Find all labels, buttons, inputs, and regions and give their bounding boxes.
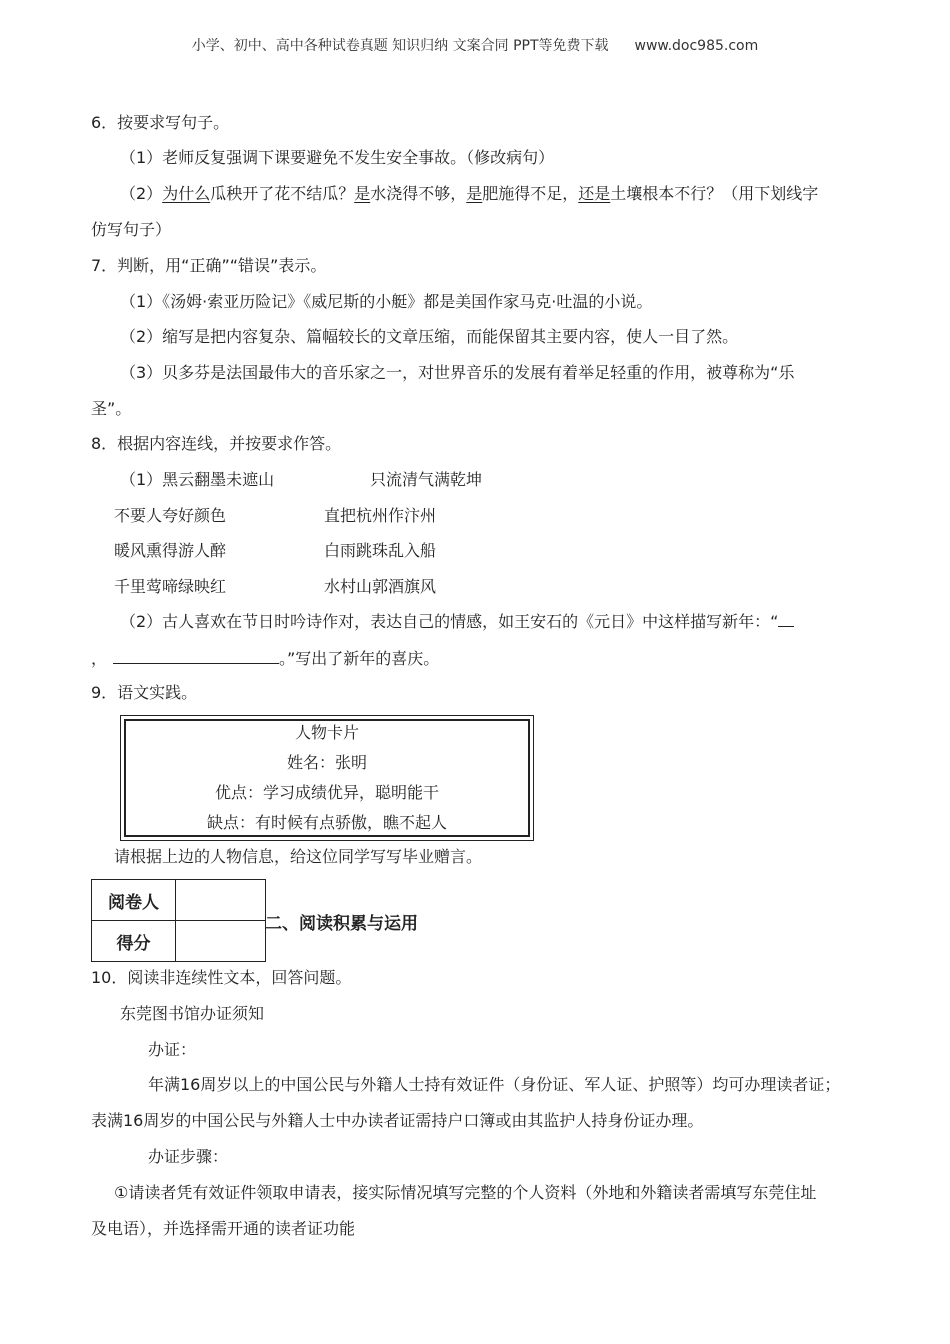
q7-part2: （2）缩写是把内容复杂、篇幅较长的文章压缩，而能保留其主要内容，使人一目了然。 xyxy=(120,327,739,346)
q7-part1: （1）《汤姆·索亚历险记》《威尼斯的小艇》都是美国作家马克·吐温的小说。 xyxy=(120,292,653,311)
notice-step1: ①请读者凭有效证件领取申请表，接实际情况填写完整的个人资料（外地和外籍读者需填写东莞住址 xyxy=(114,1183,817,1202)
notice-title: 东莞图书馆办证须知 xyxy=(120,1004,265,1023)
q8-left-3: 暖风熏得游人醉 xyxy=(114,541,227,560)
card-weakness: 缺点：有时候有点骄傲，瞧不起人 xyxy=(206,813,447,832)
q8-part2-cont: ， 。”写出了新年的喜庆。 xyxy=(91,649,440,668)
header-site: www.doc985.com xyxy=(634,38,759,54)
answer-blank-1[interactable] xyxy=(778,612,794,627)
q6-part2-cont: 仿写句子） xyxy=(91,220,172,239)
reviewer-cell[interactable] xyxy=(176,880,266,921)
person-card-inner xyxy=(124,719,530,837)
page-header xyxy=(0,35,950,55)
q6-title: 6．按要求写句子。 xyxy=(91,113,230,132)
reviewer-label: 阅卷人 xyxy=(92,880,176,921)
q9-title: 9．语文实践。 xyxy=(91,683,198,702)
score-cell[interactable] xyxy=(176,921,266,962)
q8-right-1: 只流清气满乾坤 xyxy=(370,470,483,489)
q8-left-1: （1）黑云翻墨未遮山 xyxy=(120,470,275,489)
q10-title: 10．阅读非连续性文本，回答问题。 xyxy=(91,968,352,987)
card-name: 姓名：张明 xyxy=(286,753,367,772)
q8-title: 8．根据内容连线，并按要求作答。 xyxy=(91,434,342,453)
answer-blank-2[interactable] xyxy=(113,649,279,664)
q6-part1: （1）老师反复强调下课要避免不发生安全事故。（修改病句） xyxy=(120,148,555,167)
person-card xyxy=(120,715,534,841)
q8-left-4: 千里莺啼绿映红 xyxy=(114,577,227,596)
score-table xyxy=(91,879,266,962)
q8-part2: （2）古人喜欢在节日时吟诗作对，表达自己的情感，如王安石的《元日》中这样描写新年：“ xyxy=(120,612,794,632)
q9-prompt: 请根据上边的人物信息，给这位同学写写毕业赠言。 xyxy=(114,847,483,866)
q6-part2: （2）为什么瓜秧开了花不结瓜？是水浇得不够，是肥施得不足，还是土壤根本不行？（用下划线字 xyxy=(120,184,819,203)
q7-title: 7．判断，用“正确”“错误”表示。 xyxy=(91,256,327,275)
notice-heading-apply: 办证： xyxy=(148,1040,197,1059)
q7-part3: （3）贝多芬是法国最伟大的音乐家之一，对世界音乐的发展有着举足轻重的作用，被尊称为“乐 xyxy=(120,363,795,382)
q8-right-3: 白雨跳珠乱入船 xyxy=(324,541,437,560)
notice-step1-cont: 及电语），并选择需开通的读者证功能 xyxy=(91,1219,356,1238)
card-title: 人物卡片 xyxy=(294,723,359,742)
notice-para1: 年满16周岁以上的中国公民与外籍人士持有效证件（身份证、军人证、护照等）均可办理读者证； xyxy=(148,1075,841,1094)
q8-right-4: 水村山郭酒旗风 xyxy=(324,577,437,596)
section-title: 二、阅读积累与运用 xyxy=(265,914,418,934)
score-label: 得分 xyxy=(92,921,176,962)
q8-left-2: 不要人夸好颜色 xyxy=(114,506,227,525)
card-strength: 优点：学习成绩优异，聪明能干 xyxy=(214,783,439,802)
q8-right-2: 直把杭州作汴州 xyxy=(324,506,437,525)
notice-para1-cont: 表满16周岁的中国公民与外籍人士中办读者证需持户口簿或由其监护人持身份证办理。 xyxy=(91,1111,704,1130)
header-text: 小学、初中、高中各种试卷真题 知识归纳 文案合同 PPT等免费下载 xyxy=(191,38,609,54)
q7-part3-cont: 圣”。 xyxy=(91,399,132,418)
notice-heading-steps: 办证步骤： xyxy=(148,1147,229,1166)
